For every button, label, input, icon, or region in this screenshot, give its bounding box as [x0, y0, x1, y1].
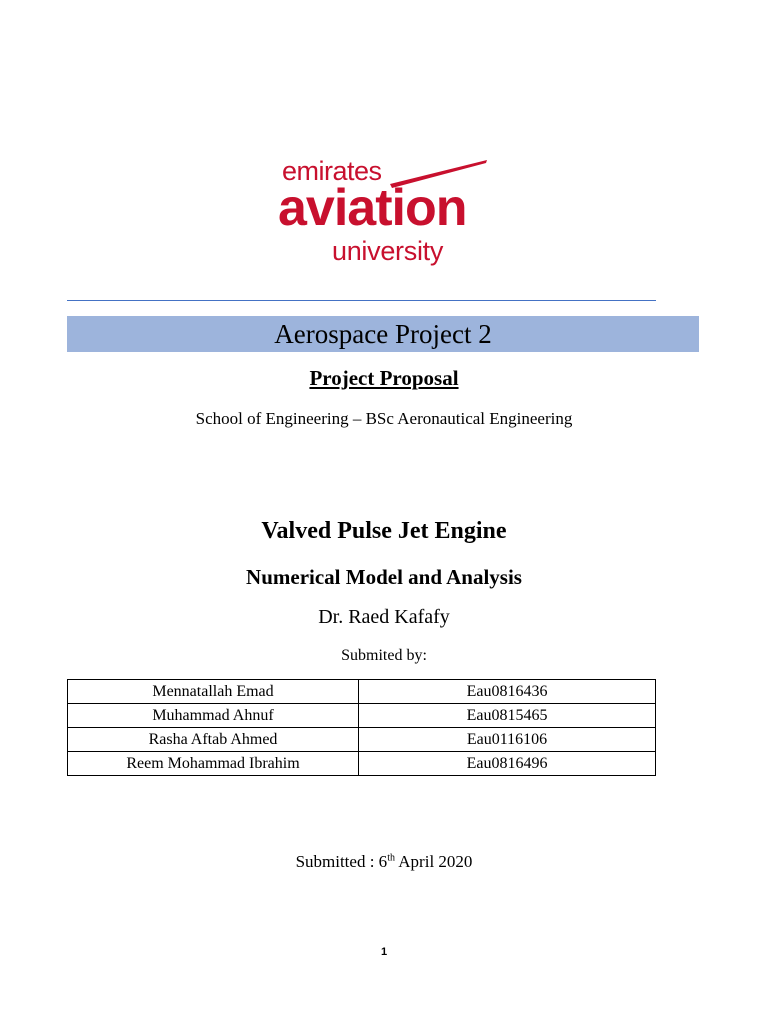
logo-text-university: university [332, 236, 444, 266]
supervisor-name: Dr. Raed Kafafy [318, 606, 450, 628]
submission-date-sup: th [387, 852, 395, 864]
member-id: Eau0816436 [359, 680, 656, 704]
members-table [67, 679, 656, 776]
logo-text-emirates: emirates [282, 156, 382, 186]
document-type: Project Proposal [309, 366, 459, 390]
member-id: Eau0816496 [359, 752, 656, 776]
project-subtitle: Numerical Model and Analysis [246, 565, 522, 589]
member-name: Mennatallah Emad [68, 680, 359, 704]
submission-date-prefix: Submitted : 6 [295, 852, 388, 871]
table-row [68, 752, 656, 776]
page-number: 1 [380, 946, 388, 958]
project-title: Valved Pulse Jet Engine [261, 518, 507, 544]
member-name: Reem Mohammad Ibrahim [68, 752, 359, 776]
header-rule [67, 300, 656, 301]
submission-date [0, 852, 768, 872]
logo-text-aviation: aviation [278, 179, 467, 237]
table-row [68, 680, 656, 704]
table-row [68, 728, 656, 752]
member-name: Muhammad Ahnuf [68, 704, 359, 728]
member-name: Rasha Aftab Ahmed [68, 728, 359, 752]
course-banner [67, 316, 699, 352]
table-row [68, 704, 656, 728]
submitted-by-label: Submited by: [341, 647, 427, 664]
submission-date-suffix: April 2020 [394, 852, 473, 871]
course-title: Aerospace Project 2 [274, 318, 492, 349]
member-id: Eau0116106 [359, 728, 656, 752]
member-id: Eau0815465 [359, 704, 656, 728]
university-logo [272, 150, 492, 270]
school-line: School of Engineering – BSc Aeronautical Engineering [195, 409, 573, 428]
